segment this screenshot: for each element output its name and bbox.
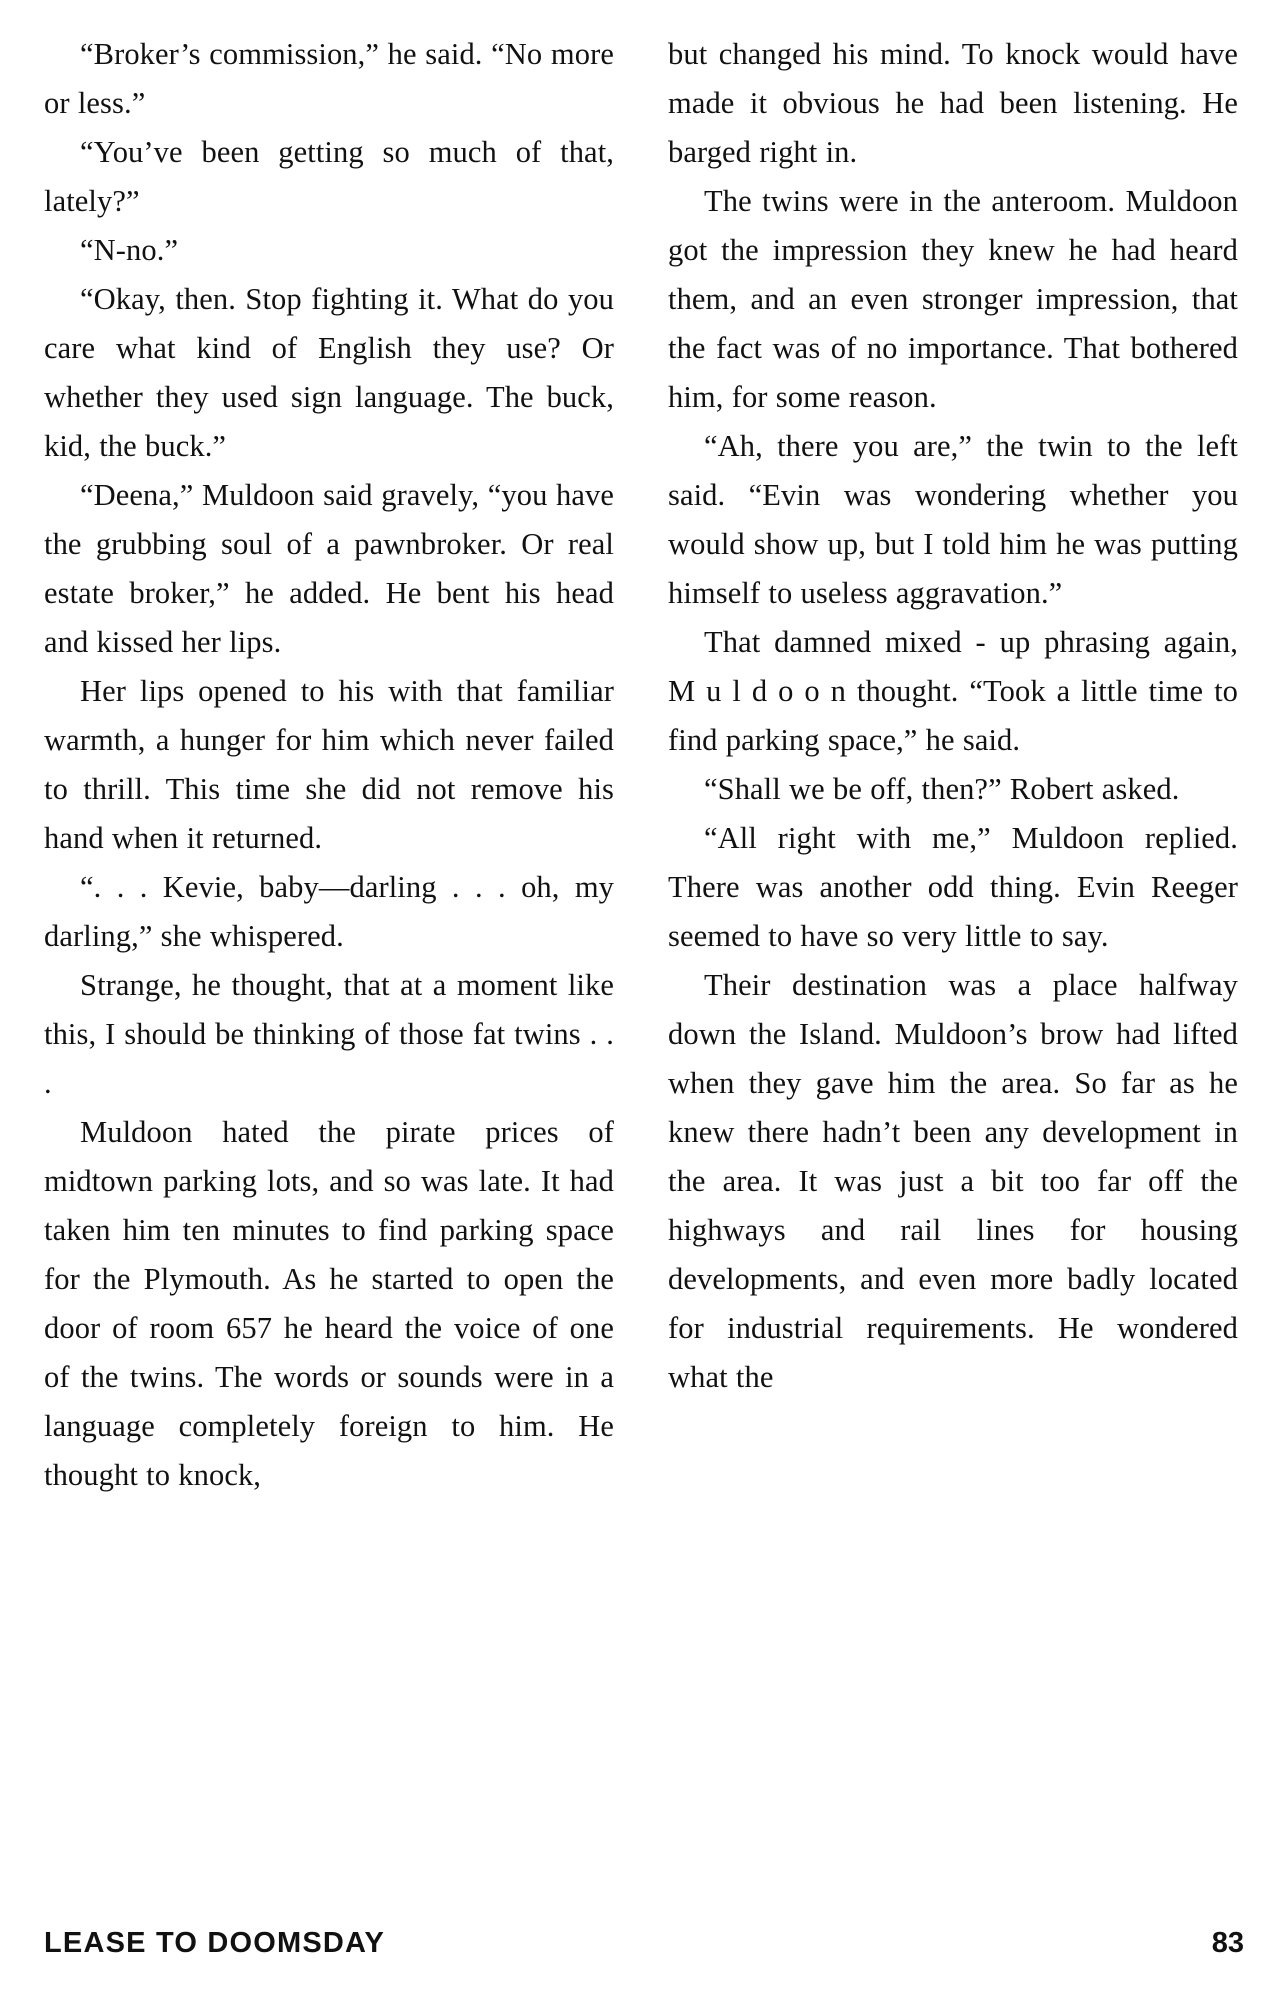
- paragraph: “. . . Kevie, baby—darling . . . oh, my darling,” she whispered.: [44, 870, 614, 953]
- right-column: [668, 30, 1238, 1402]
- page-number: 83: [1211, 1927, 1244, 1959]
- paragraph: “Deena,” Muldoon said gravely, “you have the grubbing soul of a pawnbroker. Or real estate broker,” he added. He bent his head and kissed her lips.: [44, 478, 614, 659]
- two-column-text-body: [44, 30, 1244, 1500]
- paragraph: “Okay, then. Stop fighting it. What do you care what kind of English they use? Or whether they used sign language. The buck, kid, the buck.”: [44, 282, 614, 463]
- paragraph: “Broker’s commission,” he said. “No more or less.”: [44, 37, 614, 120]
- paragraph: Their destination was a place halfway down the Island. Muldoon’s brow had lifted when they gave him the area. So far as he knew there hadn’t been any development in the area. It was just a bit too far off the highways and rail lines for housing developments, and even more badly located for industrial requirements. He wondered what the: [668, 968, 1238, 1394]
- left-column: [44, 30, 614, 1500]
- paragraph: “You’ve been getting so much of that, lately?”: [44, 135, 614, 218]
- paragraph: That damned mixed - up phrasing again, M u l d o o n thought. “Took a little time to find parking space,” he said.: [668, 625, 1238, 757]
- paragraph: The twins were in the anteroom. Muldoon got the impression they knew he had heard them, and an even stronger impression, that the fact was of no importance. That bothered him, for some reason.: [668, 184, 1238, 414]
- running-title: LEASE TO DOOMSDAY: [44, 1927, 386, 1959]
- paragraph: Strange, he thought, that at a moment like this, I should be thinking of those fat twins . . .: [44, 968, 614, 1100]
- paragraph: Her lips opened to his with that familiar warmth, a hunger for him which never failed to thrill. This time she did not remove his hand when it returned.: [44, 674, 614, 855]
- paragraph: “All right with me,” Muldoon replied. There was another odd thing. Evin Reeger seemed to have so very little to say.: [668, 821, 1238, 953]
- paragraph: “Ah, there you are,” the twin to the left said. “Evin was wondering whether you would show up, but I told him he was putting himself to useless aggravation.”: [668, 429, 1238, 610]
- paragraph-after-section-break: Muldoon hated the pirate prices of midtown parking lots, and so was late. It had taken him ten minutes to find parking space for the Plymouth. As he started to open the door of room 657 he heard the voice of one of the twins. The words or sounds were in a language completely foreign to him. He thought to knock,: [44, 1115, 614, 1492]
- paragraph-continued: but changed his mind. To knock would have made it obvious he had been listening. He barged right in.: [668, 37, 1238, 169]
- paragraph: “Shall we be off, then?” Robert asked.: [704, 772, 1180, 806]
- page-footer: [44, 1927, 1244, 1960]
- paragraph: “N-no.”: [80, 233, 179, 267]
